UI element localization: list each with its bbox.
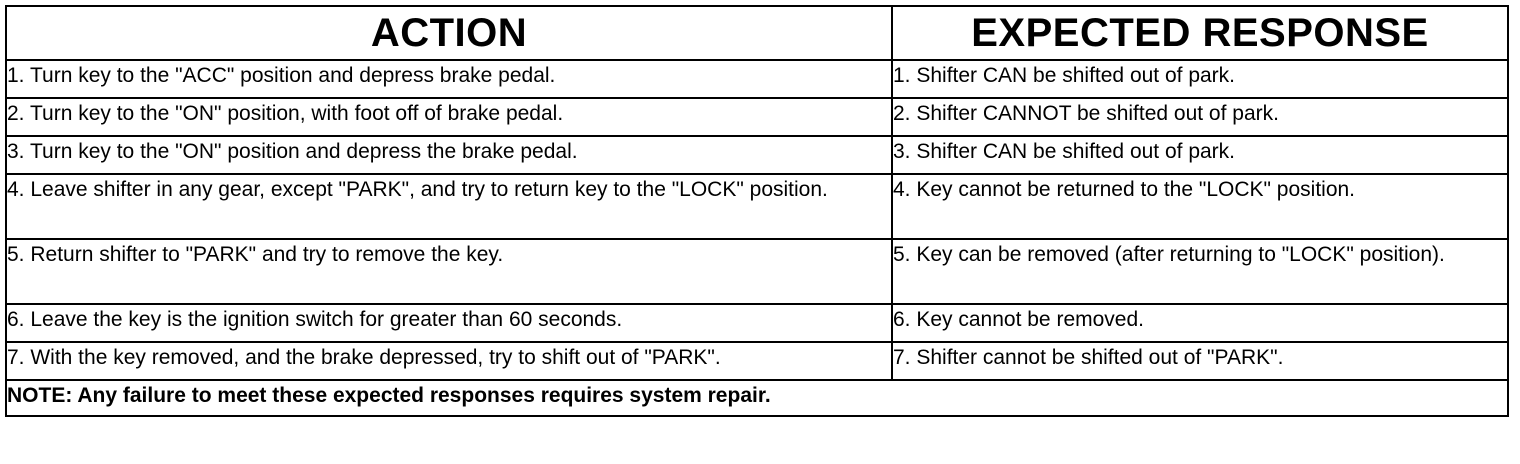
- action-cell: 4. Leave shifter in any gear, except "PARK", and try to return key to the "LOCK" position.: [6, 174, 892, 239]
- response-cell: 4. Key cannot be returned to the "LOCK" position.: [892, 174, 1508, 239]
- action-cell: 6. Leave the key is the ignition switch for greater than 60 seconds.: [6, 304, 892, 342]
- table-row: [6, 60, 1508, 98]
- response-cell: 2. Shifter CANNOT be shifted out of park.: [892, 98, 1508, 136]
- table-row: [6, 174, 1508, 239]
- table-row: [6, 136, 1508, 174]
- table-row: [6, 342, 1508, 380]
- response-cell: 1. Shifter CAN be shifted out of park.: [892, 60, 1508, 98]
- note-row: [6, 380, 1508, 416]
- table-row: [6, 239, 1508, 304]
- action-cell: 1. Turn key to the "ACC" position and depress brake pedal.: [6, 60, 892, 98]
- table-row: [6, 304, 1508, 342]
- procedure-table: [5, 5, 1509, 417]
- action-cell: 2. Turn key to the "ON" position, with foot off of brake pedal.: [6, 98, 892, 136]
- header-row: [6, 6, 1508, 60]
- response-cell: 3. Shifter CAN be shifted out of park.: [892, 136, 1508, 174]
- action-cell: 5. Return shifter to "PARK" and try to remove the key.: [6, 239, 892, 304]
- response-cell: 6. Key cannot be removed.: [892, 304, 1508, 342]
- header-action: ACTION: [6, 6, 892, 60]
- table-row: [6, 98, 1508, 136]
- response-cell: 7. Shifter cannot be shifted out of "PARK".: [892, 342, 1508, 380]
- header-expected-response: EXPECTED RESPONSE: [892, 6, 1508, 60]
- response-cell: 5. Key can be removed (after returning to "LOCK" position).: [892, 239, 1508, 304]
- action-cell: 7. With the key removed, and the brake depressed, try to shift out of "PARK".: [6, 342, 892, 380]
- note-text: NOTE: Any failure to meet these expected responses requires system repair.: [6, 380, 1508, 416]
- action-cell: 3. Turn key to the "ON" position and depress the brake pedal.: [6, 136, 892, 174]
- procedure-table-container: [5, 5, 1509, 417]
